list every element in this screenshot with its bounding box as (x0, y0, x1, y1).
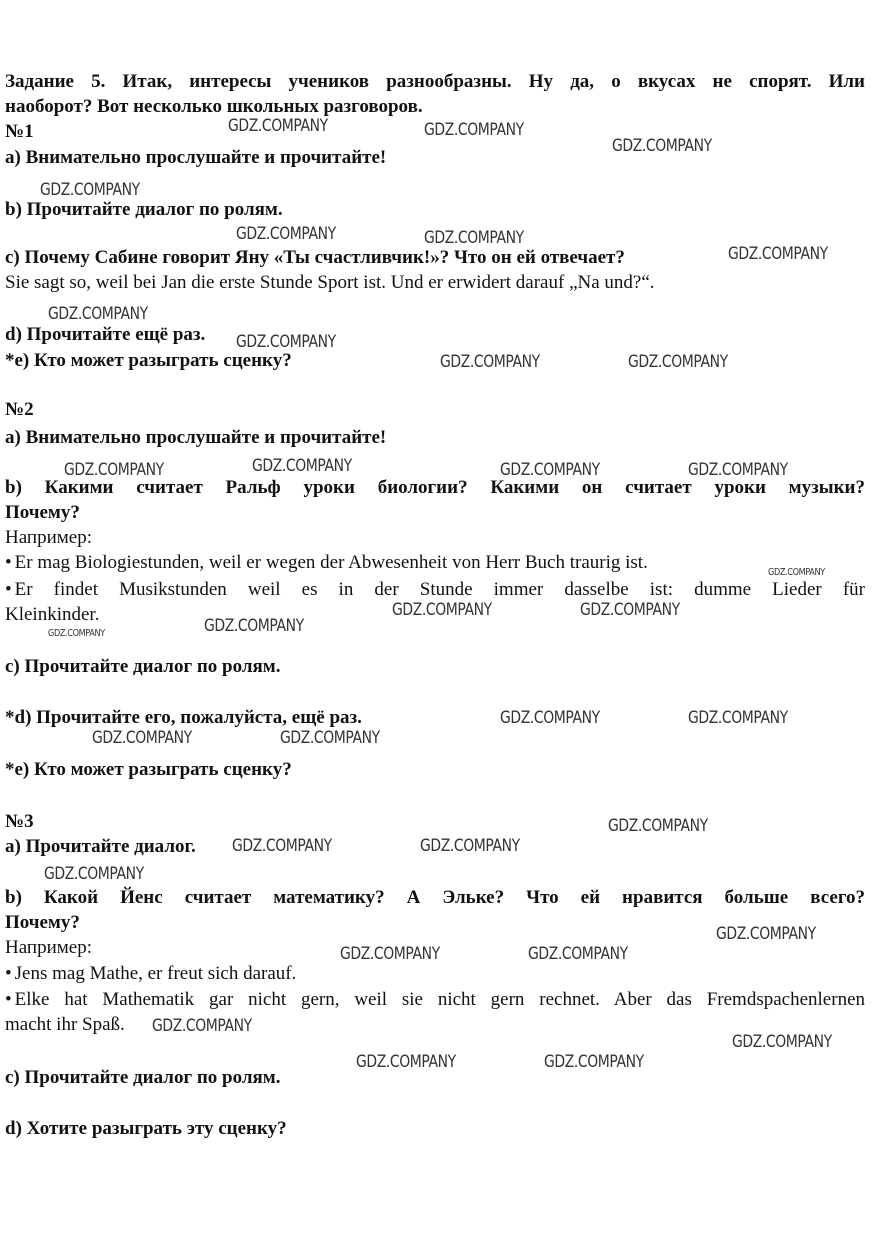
watermark: GDZ.COMPANY (612, 136, 712, 156)
exercise-3-example-label: Например: (5, 937, 92, 958)
watermark: GDZ.COMPANY (152, 1016, 252, 1036)
watermark: GDZ.COMPANY (228, 116, 328, 136)
watermark: GDZ.COMPANY (392, 600, 492, 620)
watermark: GDZ.COMPANY (728, 244, 828, 264)
watermark: GDZ.COMPANY (236, 224, 336, 244)
watermark: GDZ.COMPANY (528, 944, 628, 964)
watermark: GDZ.COMPANY (500, 708, 600, 728)
watermark: GDZ.COMPANY (252, 456, 352, 476)
exercise-3-item-c: c) Прочитайте диалог по ролям. (5, 1067, 281, 1088)
exercise-1-item-c: с) Почему Сабине говорит Яну «Ты счастливчик!»? Что он ей отвечает? (5, 247, 625, 268)
exercise-2-bullet-2-line-2: Kleinkinder. (5, 604, 100, 625)
watermark: GDZ.COMPANY (500, 460, 600, 480)
watermark: GDZ.COMPANY (236, 332, 336, 352)
watermark: GDZ.COMPANY (768, 567, 825, 578)
exercise-2-item-b-line-1: b) Какими считает Ральф уроки биологии? Какими он считает уроки музыки? (5, 477, 865, 498)
watermark: GDZ.COMPANY (92, 728, 192, 748)
watermark: GDZ.COMPANY (608, 816, 708, 836)
exercise-1-number: №1 (5, 121, 34, 142)
watermark: GDZ.COMPANY (280, 728, 380, 748)
exercise-1-item-e: *e) Кто может разыграть сценку? (5, 350, 292, 371)
watermark: GDZ.COMPANY (440, 352, 540, 372)
watermark: GDZ.COMPANY (204, 616, 304, 636)
exercise-3-item-a: a) Прочитайте диалог. (5, 836, 196, 857)
exercise-2-item-d: *d) Прочитайте его, пожалуйста, ещё раз. (5, 707, 362, 728)
exercise-2-item-b-line-2: Почему? (5, 502, 80, 523)
watermark: GDZ.COMPANY (64, 460, 164, 480)
watermark: GDZ.COMPANY (580, 600, 680, 620)
exercise-3-item-d: d) Хотите разыграть эту сценку? (5, 1118, 287, 1139)
exercise-2-bullet-1: • Er mag Biologiestunden, weil er wegen der Abwesenheit von Herr Buch traurig ist. (5, 551, 865, 575)
exercise-1-answer-c: Sie sagt so, weil bei Jan die erste Stunde Sport ist. Und er erwidert darauf „Na und?“. (5, 272, 655, 293)
watermark: GDZ.COMPANY (424, 228, 524, 248)
exercise-2-item-c: c) Прочитайте диалог по ролям. (5, 656, 281, 677)
task-heading-line-2: наоборот? Вот несколько школьных разговоров. (5, 96, 423, 117)
watermark: GDZ.COMPANY (48, 304, 148, 324)
watermark: GDZ.COMPANY (544, 1052, 644, 1072)
watermark: GDZ.COMPANY (732, 1032, 832, 1052)
watermark: GDZ.COMPANY (40, 180, 140, 200)
exercise-3-bullet-1: • Jens mag Mathe, er freut sich darauf. (5, 962, 865, 986)
exercise-1-item-d: d) Прочитайте ещё раз. (5, 324, 206, 345)
exercise-2-bullet-2-line-1: • Er findet Musikstunden weil es in der Stunde immer dasselbe ist: dumme Lieder für (5, 578, 865, 602)
watermark: GDZ.COMPANY (420, 836, 520, 856)
exercise-2-example-label: Например: (5, 527, 92, 548)
exercise-3-bullet-2-line-2: macht ihr Spaß. (5, 1014, 125, 1035)
watermark: GDZ.COMPANY (48, 628, 105, 639)
exercise-1-item-a: а) Внимательно прослушайте и прочитайте! (5, 147, 387, 168)
exercise-3-item-b-line-2: Почему? (5, 912, 80, 933)
watermark: GDZ.COMPANY (356, 1052, 456, 1072)
watermark: GDZ.COMPANY (688, 708, 788, 728)
watermark: GDZ.COMPANY (628, 352, 728, 372)
exercise-2-item-e: *e) Кто может разыграть сценку? (5, 759, 292, 780)
watermark: GDZ.COMPANY (44, 864, 144, 884)
watermark: GDZ.COMPANY (688, 460, 788, 480)
watermark: GDZ.COMPANY (424, 120, 524, 140)
exercise-3-number: №3 (5, 811, 34, 832)
watermark: GDZ.COMPANY (232, 836, 332, 856)
watermark: GDZ.COMPANY (340, 944, 440, 964)
exercise-3-item-b-line-1: b) Какой Йенс считает математику? А Эльке? Что ей нравится больше всего? (5, 887, 865, 908)
exercise-1-item-b: b) Прочитайте диалог по ролям. (5, 199, 283, 220)
exercise-2-number: №2 (5, 399, 34, 420)
exercise-2-item-a: a) Внимательно прослушайте и прочитайте! (5, 427, 387, 448)
exercise-3-bullet-2-line-1: • Elke hat Mathematik gar nicht gern, weil sie nicht gern rechnet. Aber das Fremdspachenlernen (5, 988, 865, 1012)
watermark: GDZ.COMPANY (716, 924, 816, 944)
task-heading-line-1: Задание 5. Итак, интересы учеников разнообразны. Ну да, о вкусах не спорят. Или (5, 71, 865, 92)
